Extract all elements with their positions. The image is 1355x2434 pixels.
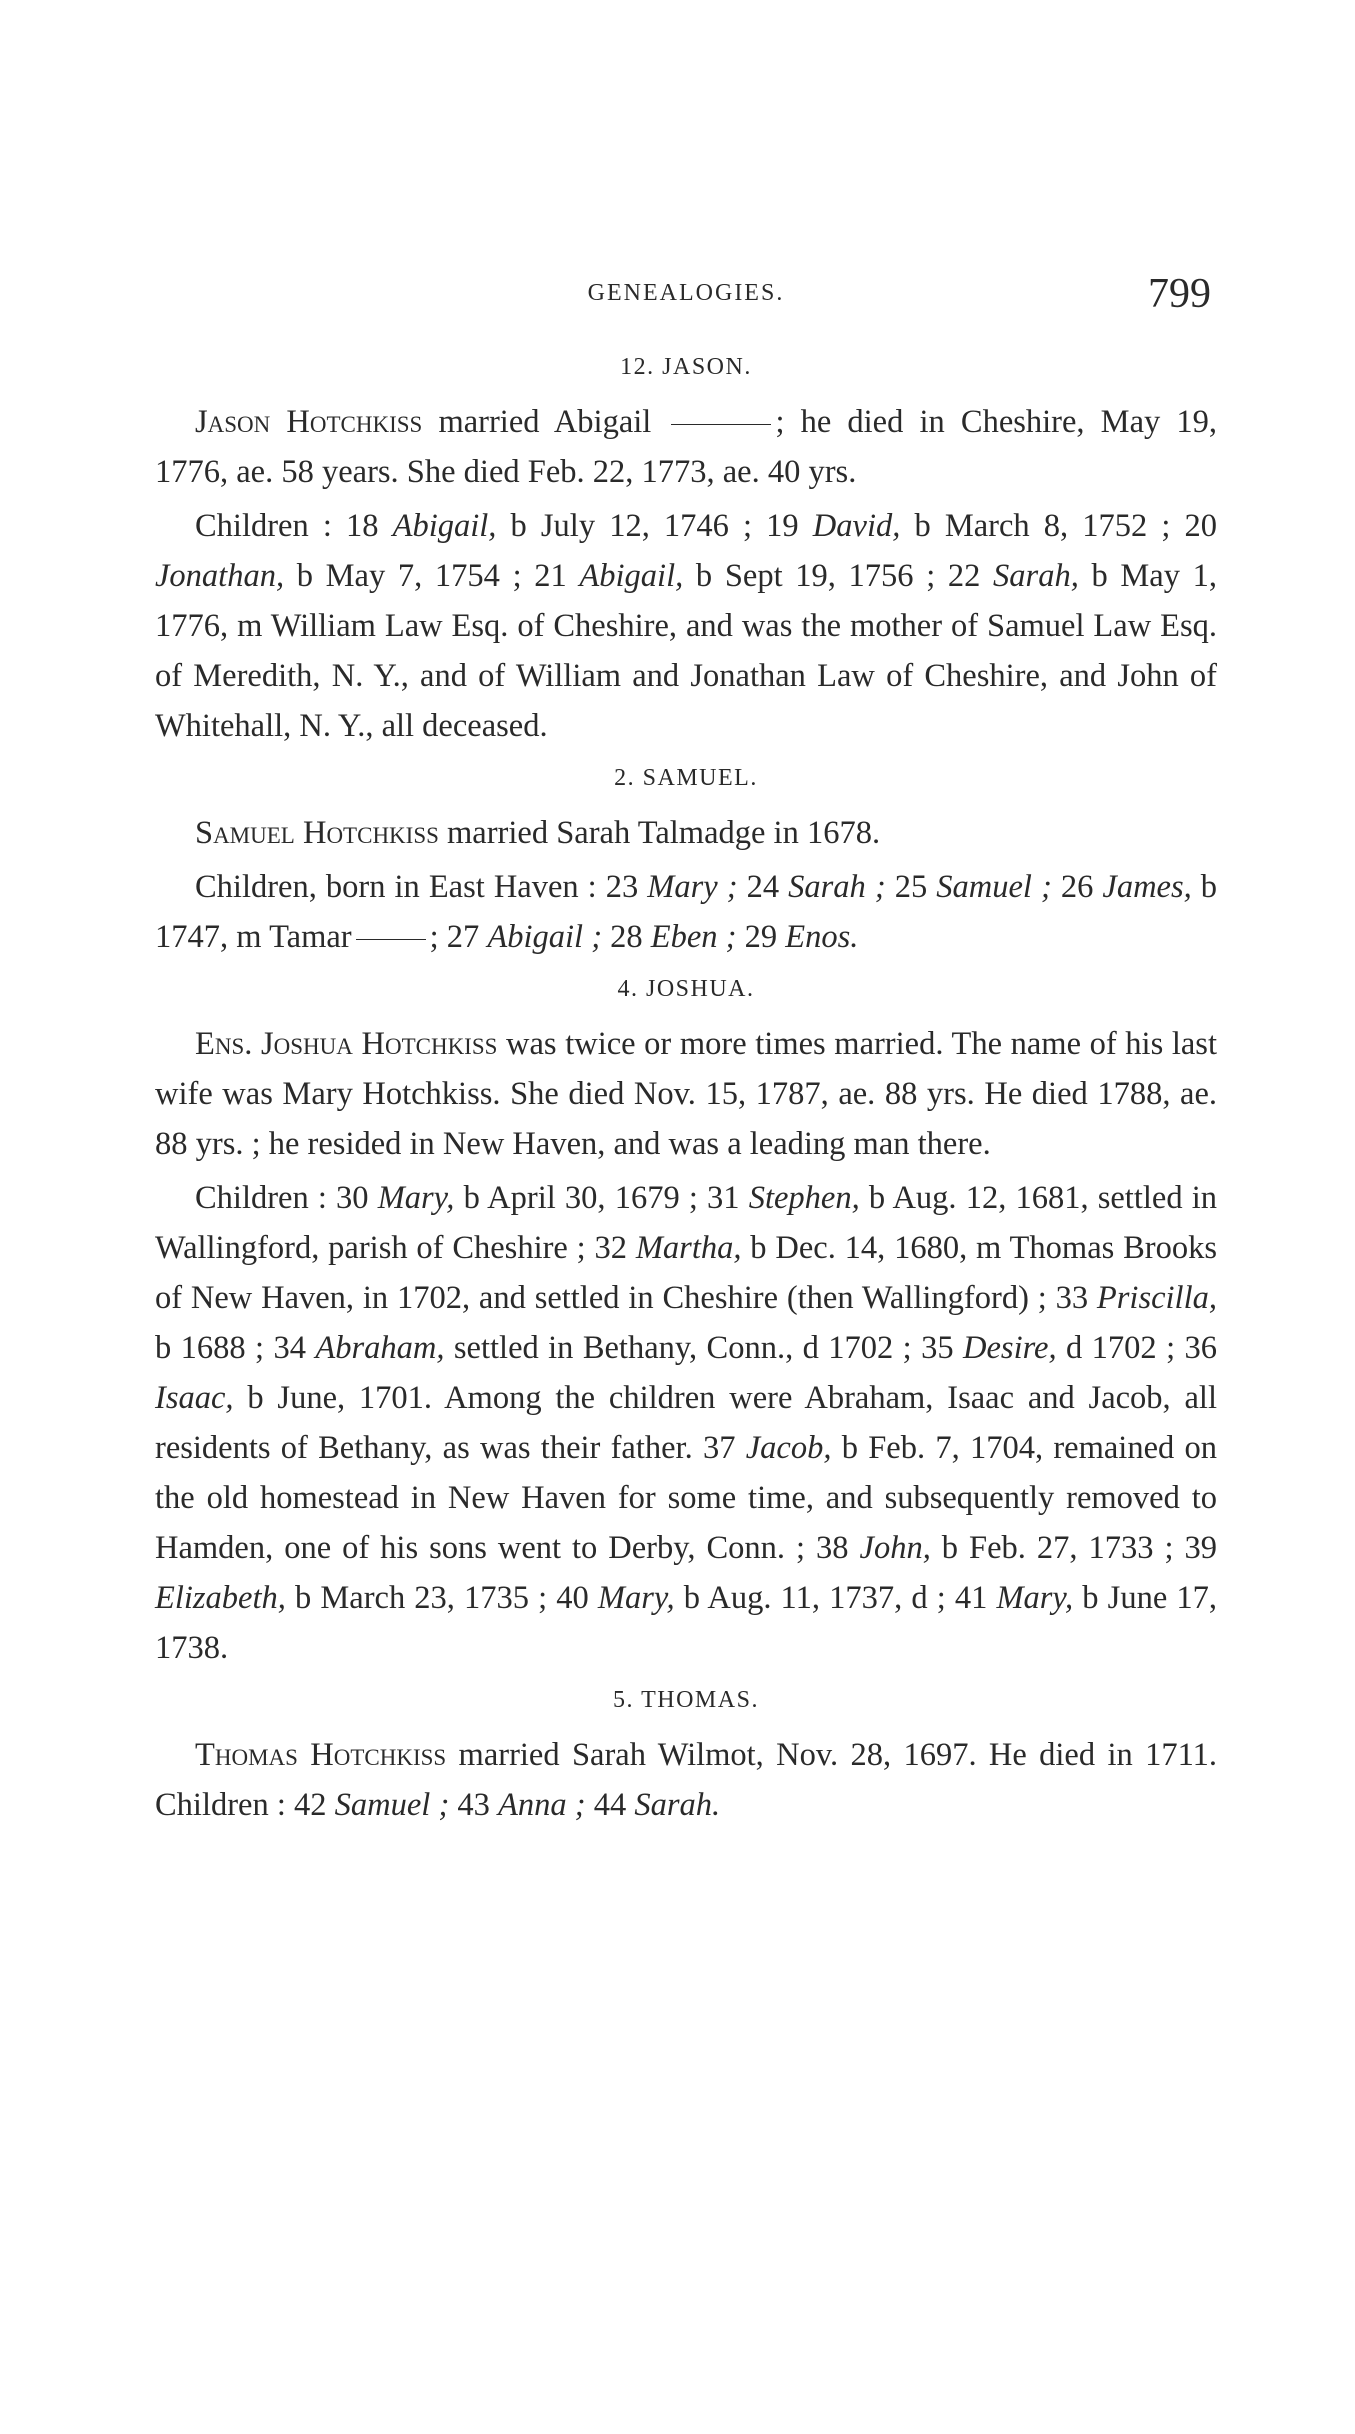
text-run: b Feb. 7, 1704, remained on the old homestead in New Haven for some time, and subsequently removed to Hamden, one of his sons went to Derby, Conn. ; 38 [155, 1430, 1217, 1566]
child-name: Priscilla, [1096, 1280, 1217, 1316]
paragraph [155, 397, 1217, 497]
child-name: Eben ; [650, 919, 737, 955]
person-name: Jason Hotchkiss [195, 404, 423, 440]
text-run: 44 [585, 1787, 635, 1823]
section-heading: 2. SAMUEL. [614, 765, 758, 791]
child-name: Stephen, [748, 1180, 860, 1216]
child-name: Isaac, [155, 1380, 234, 1416]
paragraph [155, 1019, 1217, 1169]
text-run: b March 8, 1752 ; 20 [900, 508, 1217, 544]
person-name: Thomas Hotchkiss [195, 1737, 447, 1773]
child-name: Mary ; [647, 869, 738, 905]
text-run: 28 [602, 919, 651, 955]
text-run: 25 [885, 869, 937, 905]
text-run: b March 23, 1735 ; 40 [285, 1580, 598, 1616]
paragraph [155, 1730, 1217, 1830]
text-run: b Dec. 14, 1680, m Thomas Brooks of New Haven, in 1702, and settled in Cheshire (then Wallingford) ; 33 [155, 1230, 1217, 1316]
child-name: Sarah, [993, 558, 1079, 594]
text-run: 29 [736, 919, 786, 955]
text-run: b Aug. 11, 1737, d ; 41 [674, 1580, 997, 1616]
page-content [155, 354, 1217, 1830]
text-run: b Aug. 12, 1681, settled in Wallingford, parish of Cheshire ; 32 [155, 1180, 1218, 1266]
child-name: Abigail, [579, 558, 684, 594]
text-run: b April 30, 1679 ; 31 [454, 1180, 749, 1216]
text-run: settled in Bethany, Conn., d 1702 ; 35 [444, 1330, 964, 1366]
text-run: b May 7, 1754 ; 21 [284, 558, 580, 594]
child-name: Samuel ; [334, 1787, 450, 1823]
section-heading: 5. THOMAS. [613, 1687, 759, 1713]
child-name: Anna ; [498, 1787, 586, 1823]
child-name: Samuel ; [936, 869, 1052, 905]
person-name: Ens. Joshua Hotchkiss [195, 1026, 498, 1062]
child-name: Mary, [597, 1580, 675, 1616]
child-name: Abigail, [392, 508, 497, 544]
text-run: 24 [737, 869, 789, 905]
text-run: b June 17, 1738. [155, 1580, 1217, 1666]
paragraph [155, 501, 1217, 751]
blank-dash [671, 424, 771, 425]
text-run: b 1688 ; 34 [155, 1330, 316, 1366]
child-name: John, [859, 1530, 931, 1566]
text-run: ; 27 [429, 919, 488, 955]
child-name: Abigail ; [487, 919, 603, 955]
text-run: 26 [1051, 869, 1103, 905]
person-name: Samuel Hotchkiss [195, 815, 439, 851]
page-number: 799 [1148, 271, 1211, 317]
running-head [155, 270, 1217, 340]
paragraph [155, 1173, 1217, 1673]
blank-dash [356, 939, 426, 940]
section-heading: 12. JASON. [620, 354, 752, 380]
child-name: Martha, [635, 1230, 742, 1266]
child-name: Enos. [785, 919, 859, 955]
text-run: married Sarah Wilmot, Nov. 28, 1697. He died in 1711. Children : 42 [155, 1737, 1217, 1823]
text-run: d 1702 ; 36 [1056, 1330, 1217, 1366]
child-name: David, [812, 508, 901, 544]
child-name: Jacob, [745, 1430, 832, 1466]
section-heading: 4. JOSHUA. [617, 976, 755, 1002]
text-run: b June, 1701. Among the children were Abraham, Isaac and Jacob, all residents of Bethany, as was their father. 37 [155, 1380, 1217, 1466]
text-run: Children : 30 [195, 1180, 378, 1216]
text-run: ; he died in Cheshire, May 19, 1776, ae. 58 years. She died Feb. 22, 1773, ae. 40 yrs. [155, 404, 1217, 490]
paragraph [155, 862, 1217, 962]
text-run: Children, born in East Haven : 23 [195, 869, 648, 905]
text-run: b 1747, m Tamar [155, 869, 1218, 955]
text-run: was twice or more times married. The name of his last wife was Mary Hotchkiss. She died Nov. 15, 1787, ae. 88 yrs. He died 1788, ae. 88 yrs. ; he resided in New Haven, and was a leading man there. [155, 1026, 1217, 1162]
text-run: b May 1, 1776, m William Law Esq. of Cheshire, and was the mother of Samuel Law Esq. of Meredith, N. Y., and of William and Jonathan Law of Cheshire, and John of Whitehall, N. Y., all deceased. [155, 558, 1217, 744]
child-name: Desire, [963, 1330, 1057, 1366]
child-name: Sarah ; [788, 869, 886, 905]
child-name: Abraham, [315, 1330, 445, 1366]
text-run: b July 12, 1746 ; 19 [496, 508, 813, 544]
child-name: Elizabeth, [155, 1580, 286, 1616]
child-name: Mary, [377, 1180, 455, 1216]
text-run: married Abigail [422, 404, 668, 440]
text-run: 43 [449, 1787, 499, 1823]
text-run: married Sarah Talmadge in 1678. [438, 815, 881, 851]
child-name: James, [1102, 869, 1192, 905]
book-page [155, 270, 1217, 1834]
paragraph [155, 808, 1217, 858]
text-run: b Sept 19, 1756 ; 22 [683, 558, 994, 594]
running-title: GENEALOGIES. [587, 280, 785, 306]
child-name: Sarah. [634, 1787, 721, 1823]
text-run: b Feb. 27, 1733 ; 39 [930, 1530, 1217, 1566]
child-name: Mary, [996, 1580, 1074, 1616]
text-run: Children : 18 [195, 508, 393, 544]
child-name: Jonathan, [155, 558, 285, 594]
